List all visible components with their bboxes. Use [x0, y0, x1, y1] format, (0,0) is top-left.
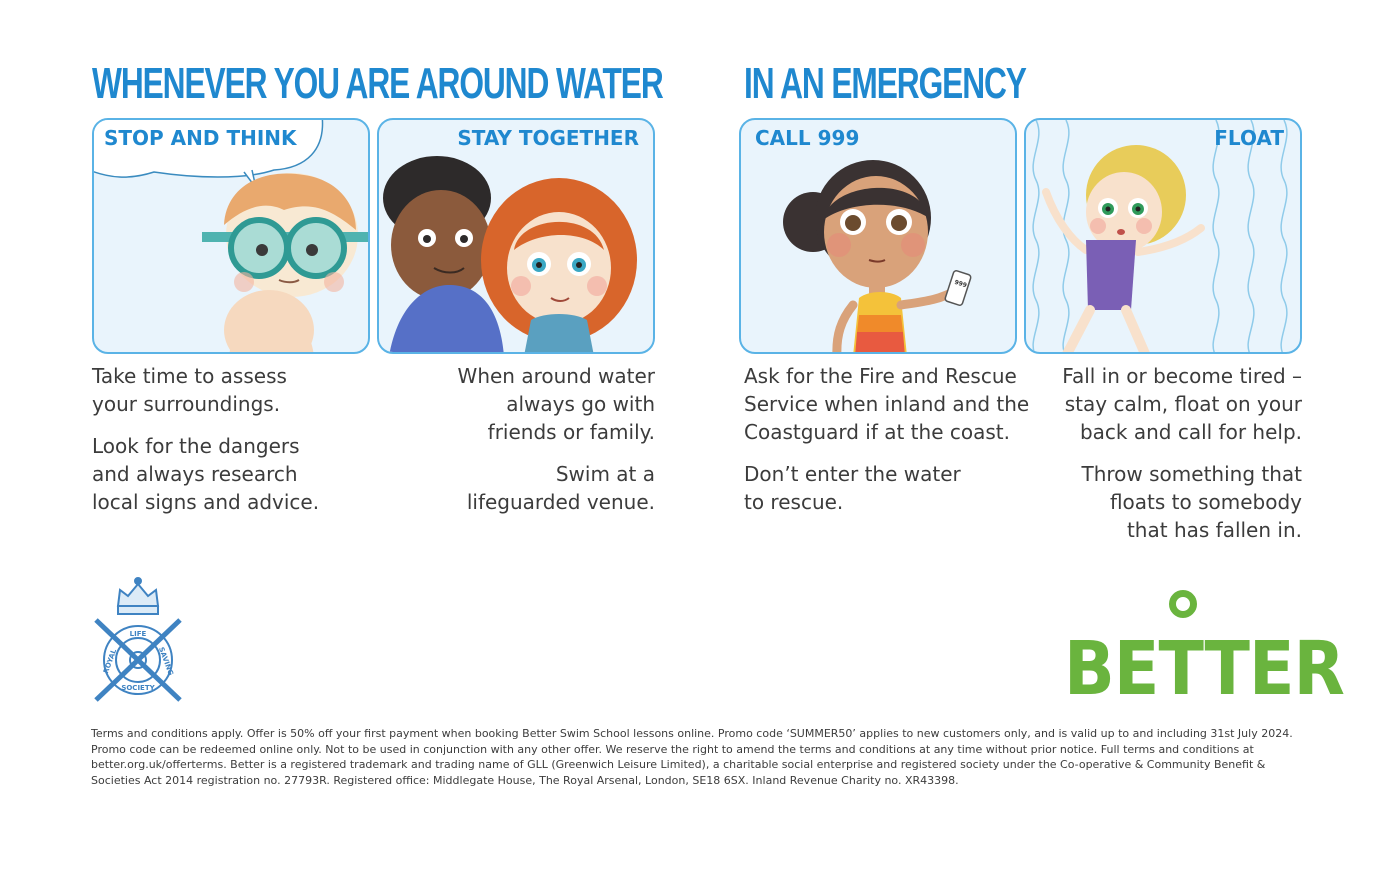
- girl-floating-illustration: [1026, 120, 1302, 354]
- panel-title: CALL 999: [755, 126, 860, 150]
- panel-title: STAY TOGETHER: [457, 126, 639, 150]
- stop-and-think-text: [92, 362, 370, 530]
- panel-stay-together: [377, 118, 655, 354]
- royal-life-saving-society-logo: [92, 576, 184, 704]
- section-heading-emergency: IN AN EMERGENCY: [744, 59, 1026, 108]
- paragraph: Ask for the Fire and Rescue Service when inland and the Coastguard if at the coast.: [744, 364, 1030, 444]
- rlss-word-life: LIFE: [129, 630, 147, 638]
- stay-together-text: [377, 362, 655, 530]
- terms-and-conditions: Terms and conditions apply. Offer is 50% off your first payment when booking Better Swim School lessons online. Promo code ‘SUMMER50’ applies to new customers only, and is valid up to and including 31st July 2024. Promo code can be redeemed online only. Not to be used in conjunction with any other offer. We reserve the right to amend the terms and conditions at any time without prior notice. Full terms and conditions at better.org.uk/offerterms. Better is a registered trademark and trading name of GLL (Greenwich Leisure Limited), a charitable social enterprise and registered society under the Co-operative & Community Benefit & Societies Act 2014 registration no. 27793R. Registered office: Middlegate House, The Royal Arsenal, London, SE18 6SX. Inland Revenue Charity no. XR43398.: [91, 727, 1293, 787]
- better-logo-text: BETTER: [1064, 626, 1345, 712]
- panel-title: FLOAT: [1214, 126, 1284, 150]
- paragraph: Fall in or become tired – stay calm, float on your back and call for help.: [1062, 364, 1302, 444]
- two-children-illustration: [379, 120, 655, 354]
- float-text: [1024, 362, 1302, 558]
- paragraph: Look for the dangers and always research local signs and advice.: [92, 434, 320, 514]
- panel-stop-and-think: [92, 118, 370, 354]
- rlss-word-society: SOCIETY: [121, 684, 155, 692]
- paragraph: Take time to assess your surroundings.: [92, 364, 287, 416]
- paragraph: When around water always go with friends or family.: [457, 364, 655, 444]
- better-logo-circle: [1169, 590, 1197, 618]
- paragraph: Don’t enter the water to rescue.: [744, 462, 961, 514]
- call-999-text: [744, 362, 1034, 530]
- phone-screen-text: 999: [953, 278, 968, 290]
- rlss-word-royal: ROYAL: [102, 648, 119, 675]
- paragraph: Swim at a lifeguarded venue.: [466, 462, 655, 514]
- panel-title: STOP AND THINK: [104, 126, 297, 150]
- rlss-word-saving: SAVING: [157, 646, 175, 677]
- panel-call-999: [739, 118, 1017, 354]
- section-heading-around-water: WHENEVER YOU ARE AROUND WATER: [92, 59, 663, 108]
- paragraph: Throw something that floats to somebody that has fallen in.: [1081, 462, 1302, 542]
- boy-goggles-illustration: [94, 120, 370, 354]
- girl-phone-illustration: [741, 120, 1017, 354]
- panel-float: [1024, 118, 1302, 354]
- better-logo: [1064, 590, 1345, 712]
